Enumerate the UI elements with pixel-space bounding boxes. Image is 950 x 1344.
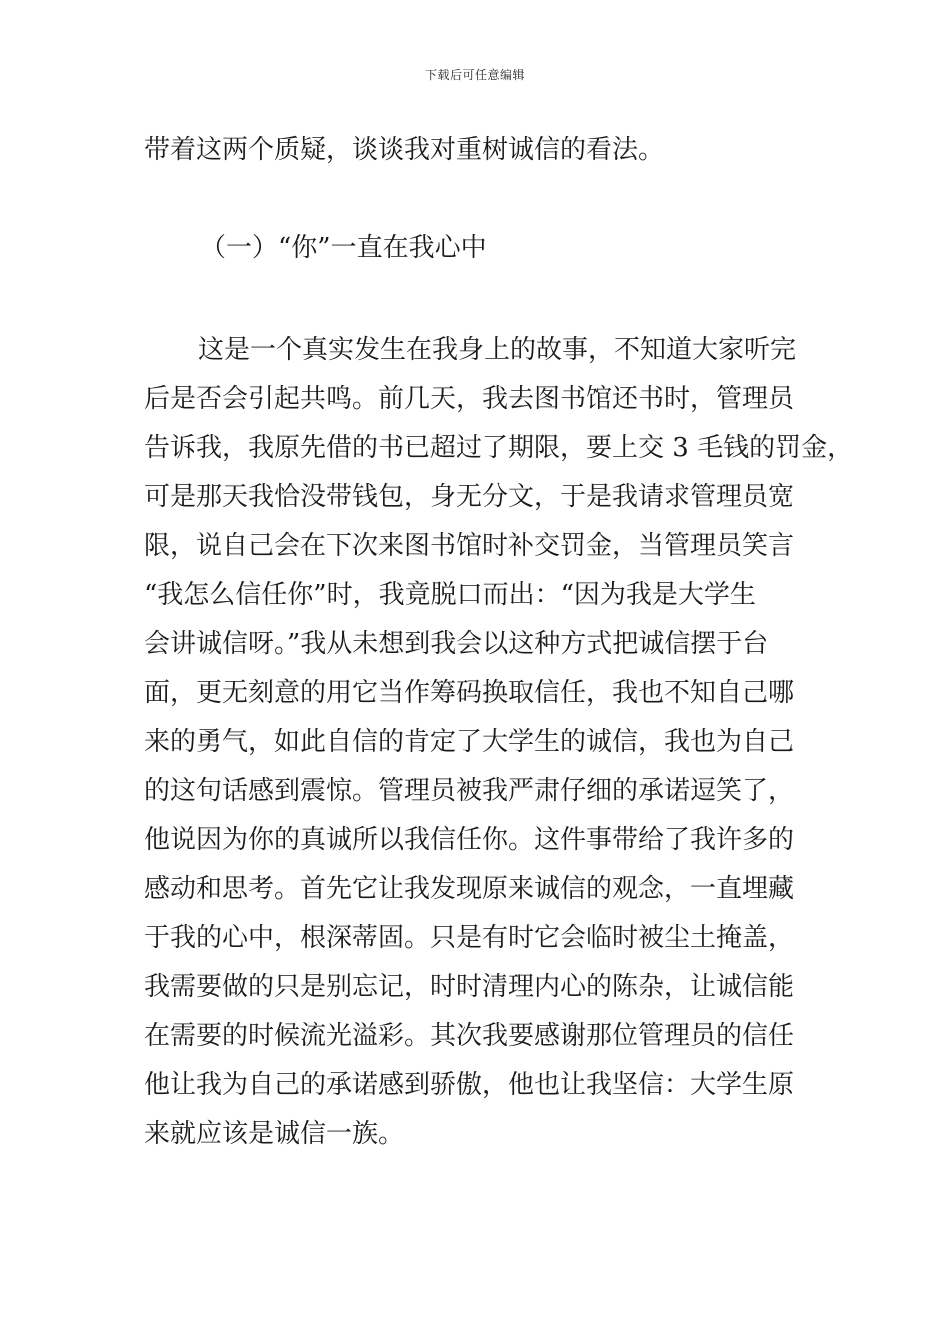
paragraph-line: 限，说自己会在下次来图书馆时补交罚金，当管理员笑言 [144, 531, 795, 561]
paragraph-line: 他说因为你的真诚所以我信任你。这件事带给了我许多的 [144, 825, 795, 855]
paragraph-line: 这是一个真实发生在我身上的故事，不知道大家听完 [198, 335, 797, 365]
paragraph-line: 面，更无刻意的用它当作筹码换取信任，我也不知自己哪 [144, 678, 795, 708]
paragraph-line: 来的勇气，如此自信的肯定了大学生的诚信，我也为自己 [144, 727, 795, 757]
paragraph-line: 来就应该是诚信一族。 [144, 1119, 405, 1149]
paragraph-line: 后是否会引起共鸣。前几天，我去图书馆还书时，管理员 [144, 384, 795, 414]
paragraph-line: 的这句话感到震惊。管理员被我严肃仔细的承诺逗笑了， [144, 776, 795, 806]
paragraph-line: 感动和思考。首先它让我发现原来诚信的观念，一直埋藏 [144, 874, 795, 904]
paragraph-line: 于我的心中，根深蒂固。只是有时它会临时被尘土掩盖， [144, 923, 795, 953]
paragraph-line: 他让我为自己的承诺感到骄傲，他也让我坚信：大学生原 [144, 1070, 795, 1100]
paragraph-line: 在需要的时候流光溢彩。其次我要感谢那位管理员的信任 [144, 1021, 795, 1051]
section-heading: （一）“你”一直在我心中 [200, 233, 487, 263]
paragraph-line: 会讲诚信呀。”我从未想到我会以这种方式把诚信摆于台 [144, 629, 769, 659]
paragraph-line: 我需要做的只是别忘记，时时清理内心的陈杂，让诚信能 [144, 972, 795, 1002]
header-note: 下载后可任意编辑 [424, 68, 525, 82]
paragraph-line: 可是那天我恰没带钱包，身无分文，于是我请求管理员宽 [144, 482, 795, 512]
intro-line: 带着这两个质疑，谈谈我对重树诚信的看法。 [144, 135, 665, 165]
paragraph-line: “我怎么信任你”时，我竟脱口而出：“因为我是大学生 [144, 580, 756, 610]
paragraph-line: 告诉我，我原先借的书已超过了期限，要上交 3 毛钱的罚金， [144, 433, 854, 463]
